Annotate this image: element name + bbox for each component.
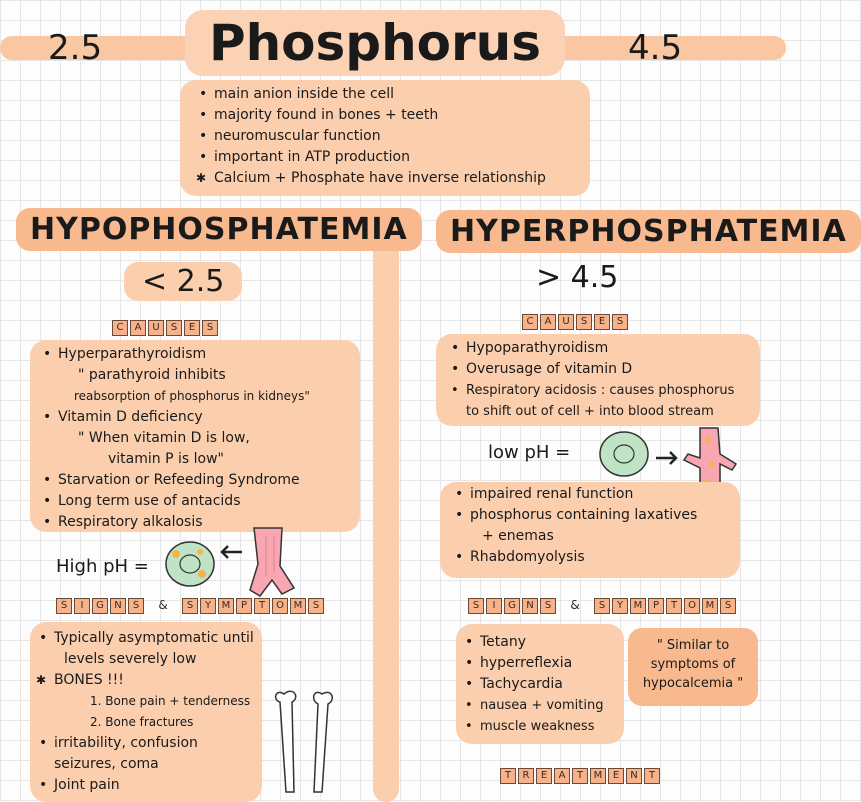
label-letter: T [500,768,516,784]
label-ampersand: & [570,598,580,612]
cause-item: • impaired renal function [452,484,697,505]
label-letter: E [536,768,552,784]
cause-item: " parathyroid inhibits [78,367,226,383]
label-letter: A [540,314,556,330]
overview-item: • important in ATP production [196,147,546,168]
blood-vessel-icon [250,528,294,596]
label-letter: P [648,598,664,614]
normal-range-low: 2.5 [48,28,103,68]
label-letter: R [518,768,534,784]
hyper-causes-label [522,314,628,330]
sign-item: ✱ BONES !!! [36,670,254,691]
label-letter: N [626,768,642,784]
label-letter: T [254,598,270,614]
cause-item: • Respiratory alkalosis [40,512,310,533]
hyper-causes-top-list [448,338,734,422]
label-letter: E [184,320,200,336]
overview-item: • majority found in bones + teeth [196,105,546,126]
label-letter: E [608,768,624,784]
hypo-causes-label [112,320,218,336]
cause-item: + enemas [482,528,554,544]
sign-item: levels severely low [64,651,197,667]
label-letter: A [554,768,570,784]
label-letter: S [540,598,556,614]
label-letter: U [558,314,574,330]
hyper-ph-label: low pH = [488,442,571,463]
cause-item: • Rhabdomyolysis [452,547,697,568]
label-letter: S [182,598,198,614]
cause-item: reabsorption of phosphorus in kidneys" [74,389,310,403]
cause-item: vitamin P is low" [108,451,224,467]
label-ampersand: & [158,598,168,612]
cause-item: • Overusage of vitamin D [448,359,734,380]
cell-icon [166,542,214,586]
hyper-signs-list [462,632,603,737]
sign-item: seizures, coma [54,756,159,772]
sign-item: 2. Bone fractures [90,715,194,729]
arrow-right-icon [656,452,676,464]
sign-item: • hyperreflexia [462,653,603,674]
hypo-ph-label: High pH = [56,556,149,577]
cause-item: • phosphorus containing laxatives [452,505,697,526]
normal-range-high: 4.5 [628,28,683,68]
label-letter: S [468,598,484,614]
label-letter: I [486,598,502,614]
cause-item: to shift out of cell + into blood stream [466,404,714,419]
arrow-left-icon [222,546,242,558]
hypo-signs-label [56,598,324,614]
label-letter: N [110,598,126,614]
sign-item: • Joint pain [36,775,254,796]
label-letter: T [644,768,660,784]
label-letter: O [272,598,288,614]
cause-item: • Respiratory acidosis : causes phosphorus [448,380,734,401]
label-letter: P [236,598,252,614]
hypo-cell-vessel-illustration [162,536,302,600]
overview-list [196,84,546,189]
sign-item: • muscle weakness [462,716,603,737]
cause-item: • Hyperparathyroidism [40,344,310,365]
label-letter: A [130,320,146,336]
label-letter: S [308,598,324,614]
bones-icon [270,686,350,793]
label-letter: C [112,320,128,336]
sign-item: • Typically asymptomatic until [36,628,254,649]
label-letter: Y [200,598,216,614]
label-letter: S [166,320,182,336]
label-letter: M [218,598,234,614]
label-letter: N [522,598,538,614]
hypo-threshold: < 2.5 [124,262,242,301]
sign-item: 1. Bone pain + tenderness [90,694,251,708]
sign-item: • Tachycardia [462,674,603,695]
label-letter: M [590,768,606,784]
label-letter: S [594,598,610,614]
cause-item: • Hypoparathyroidism [448,338,734,359]
label-letter: C [522,314,538,330]
label-letter: I [74,598,90,614]
hyper-treatment-label [500,768,660,784]
label-letter: T [572,768,588,784]
label-letter: O [684,598,700,614]
cause-item: " When vitamin D is low, [78,430,250,446]
sign-item: • irritability, confusion [36,733,254,754]
hyper-signs-label [468,598,736,614]
label-letter: S [56,598,72,614]
label-letter: S [720,598,736,614]
hyper-note: " Similar to symptoms of hypocalcemia " [628,628,758,706]
label-letter: G [504,598,520,614]
hyper-threshold: > 4.5 [536,260,619,295]
cause-item: • Long term use of antacids [40,491,310,512]
label-letter: S [128,598,144,614]
cell-icon [600,432,648,476]
hypo-causes-list [40,344,310,533]
label-letter: U [148,320,164,336]
label-letter: T [666,598,682,614]
hypo-heading: HYPOPHOSPHATEMIA [16,208,422,251]
label-letter: M [630,598,646,614]
overview-item: • neuromuscular function [196,126,546,147]
label-letter: G [92,598,108,614]
label-letter: S [612,314,628,330]
cause-item: • Vitamin D deficiency [40,407,310,428]
label-letter: M [290,598,306,614]
label-letter: E [594,314,610,330]
hypo-signs-list [36,628,254,796]
column-divider [373,212,399,802]
cause-item: • Starvation or Refeeding Syndrome [40,470,310,491]
sign-item: • nausea + vomiting [462,695,603,716]
label-letter: M [702,598,718,614]
hyper-heading: HYPERPHOSPHATEMIA [436,210,861,253]
hyper-causes-bottom-list [452,484,697,568]
label-letter: Y [612,598,628,614]
sign-item: • Tetany [462,632,603,653]
overview-item: • main anion inside the cell [196,84,546,105]
label-letter: S [202,320,218,336]
overview-item: ✱ Calcium + Phosphate have inverse relationship [196,168,546,189]
page-title: Phosphorus [185,10,565,76]
label-letter: S [576,314,592,330]
